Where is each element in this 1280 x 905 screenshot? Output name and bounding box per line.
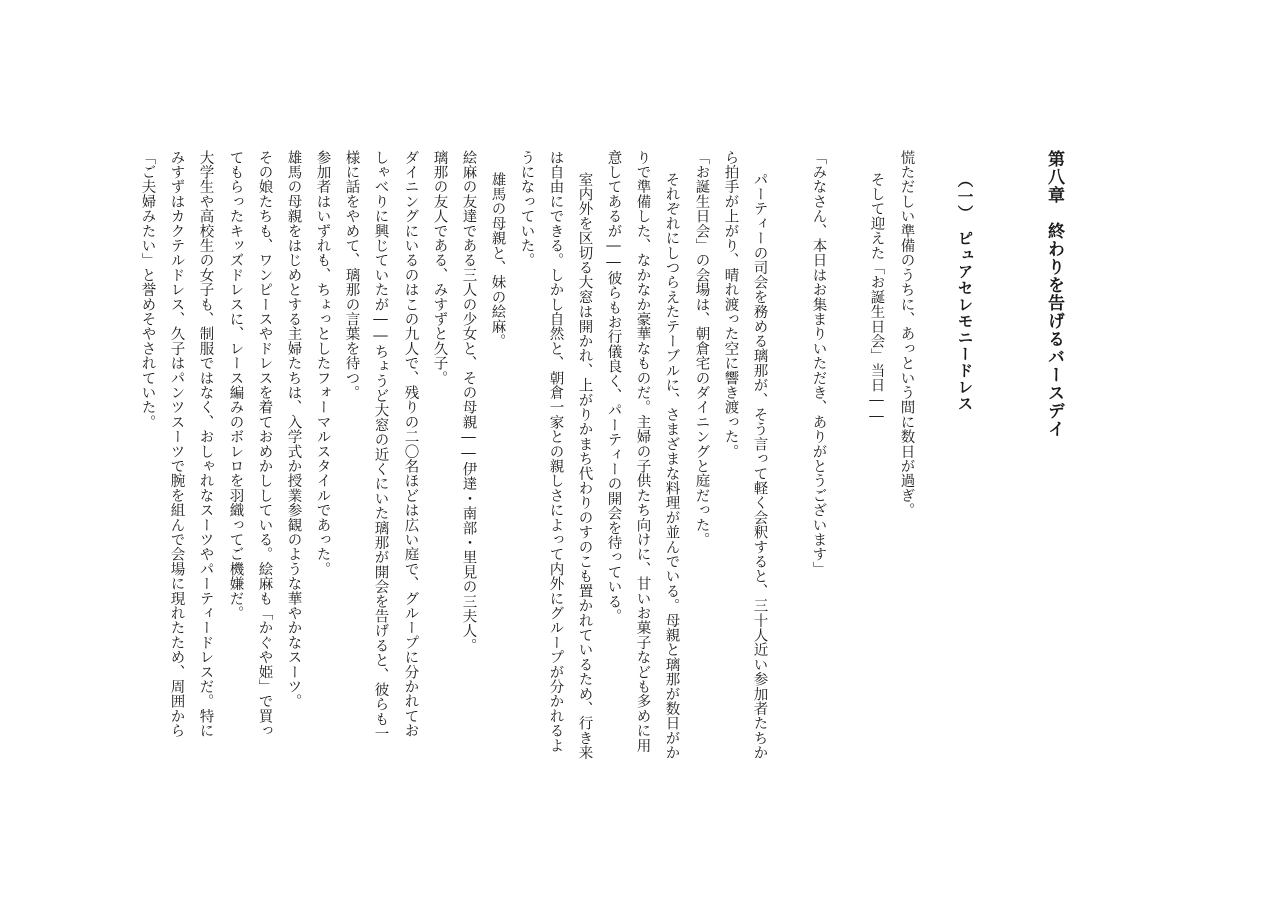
text-line: ら拍手が上がり、晴れ渡った空に響き渡った。 [722,150,739,459]
text-line: 大学生や高校生の女子も、制服ではなく、おしゃれなスーツやパーティードレスだ。特に [197,150,214,738]
text-line: 様に話をやめて、璃那の言葉を待つ。 [343,150,360,400]
text-line: しゃべりに興じていたが――ちょうど大窓の近くにいた璃那が開会を告げると、彼らも一 [372,150,389,741]
text-line: 室内外を区切る大窓は開かれ、上がりかまち代わりのすのこも置かれているため、行き来 [576,172,593,760]
text-line: てもらったキッズドレスに、レース編みのボレロを羽織ってご機嫌だ。 [227,150,244,621]
text-line: みすずはカクテルドレス、久子はパンツスーツで腕を組んで会場に現れたため、周囲から [168,150,185,738]
text-line: 雄馬の母親をはじめとする主婦たちは、入学式か授業参観のような華やかなスーツ。 [285,150,302,709]
text-line: 参加者はいずれも、ちょっとしたフォーマルスタイルであった。 [314,150,331,577]
text-line: 璃那の友人である、みすずと久子。 [431,150,448,386]
text-line: りで準備した、なかなか豪華なものだ。主婦の子供たち向けに、甘いお菓子なども多めに用 [634,150,651,753]
text-line: 「みなさん、本日はお集まりいただき、ありがとうございます」 [810,150,827,577]
text-line: パーティーの司会を務める璃那が、そう言って軽く会釈すると、三十人近い参加者たちか [751,172,768,760]
text-line: 雄馬の母親と、妹の絵麻。 [489,172,506,349]
text-line: それぞれにしつらえたテーブルに、さまざまな料理が並んでいる。母親と璃那が数日がか [663,172,680,760]
text-line: その娘たちも、ワンピースやドレスを着ておめかししている。絵麻も「かぐや姫」で買っ [256,150,273,738]
text-line: 意してあるが――彼らもお行儀良く、パーティーの開会を待っている。 [605,150,622,624]
text-line: そして迎えた「お誕生日会」当日―― [868,172,885,425]
text-line: 「ご夫婦みたい」と誉めそやされていた。 [139,150,156,430]
chapter-title: 第八章 終わりを告げるバースデイ [1044,150,1064,438]
section-title: （一） ピュアセレモニードレス [955,172,975,412]
text-line: 「お誕生日会」の会場は、朝倉宅のダイニングと庭だった。 [693,150,710,547]
text-line: は自由にできる。しかし自然と、朝倉一家との親しさによって内外にグループが分かれるよ [547,150,564,753]
text-line: うになっていた。 [518,150,535,268]
text-line: ダイニングにいるのはこの九人で、残りの二〇名ほどは広い庭で、グループに分かれてお [402,150,419,738]
text-line: 慌ただしい準備のうちに、あっという間に数日が過ぎ。 [898,150,915,518]
text-line: 絵麻の友達である三人の少女と、その母親――伊達・南部・里見の三夫人。 [460,150,477,653]
